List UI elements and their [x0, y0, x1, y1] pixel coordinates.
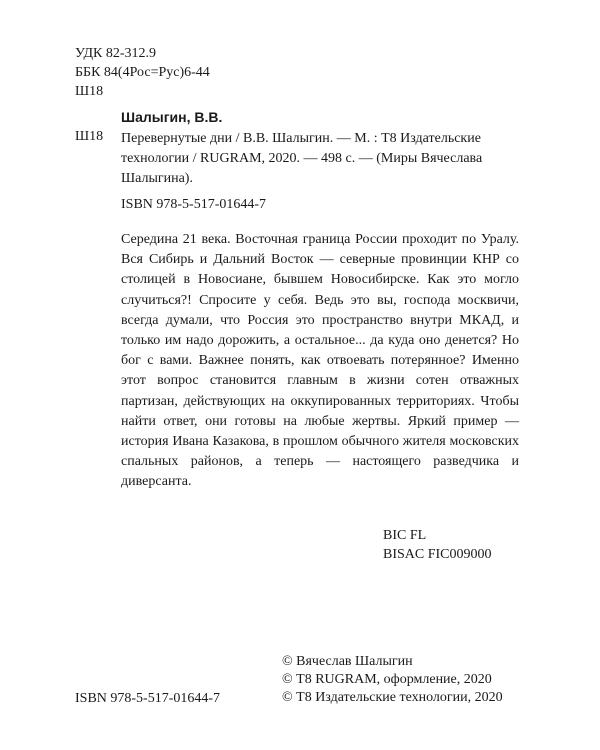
copyright-design: © Т8 RUGRAM, оформление, 2020 — [282, 672, 492, 687]
annotation: Середина 21 века. Восточная граница России проходит по Уралу. Вся Сибирь и Дальний Восток — северные провинции КНР со столицей в Новосиане, бывшем Новосибирске. Как это могло случиться?! Спросите у себя. Ведь это вы, господа москвичи, всегда думали, что Россия это пространство внутри МКАД, и только им надо дорожить, а остальное... да куда оно денется? Но бог с вами. Важнее понять, как отвоевать потерянное? Именно этот вопрос становится главным в жизни сотен отважных партизан, действующих на оккупированных территориях. Чтобы найти ответ, они готовы на любые жертвы. Яркий пример — история Ивана Казакова, в прошлом обычного жителя московских спальных районов, а теперь — настоящего разведчика и диверсанта. — [121, 232, 519, 490]
subject-codes — [383, 526, 492, 564]
copyright-block — [282, 653, 503, 707]
bibliographic-record: Перевернутые дни / В.В. Шалыгин. — М. : Т8 Издательские технологии / RUGRAM, 2020. — 498 с. — (Миры Вячеслава Шалыгина). — [121, 131, 483, 186]
bic-code: BIC FL — [383, 528, 427, 543]
bib-code: Ш18 — [75, 129, 104, 144]
udk-code: УДК 82-312.9 — [75, 46, 157, 61]
bisac-code: BISAC FIC009000 — [383, 547, 492, 562]
isbn-top: ISBN 978-5-517-01644-7 — [121, 197, 267, 212]
classification-block — [75, 44, 210, 101]
author-name: Шалыгин, В.В. — [121, 109, 223, 125]
bbk-code: ББК 84(4Рос=Рус)6-44 — [75, 65, 210, 80]
isbn-bottom: ISBN 978-5-517-01644-7 — [75, 691, 221, 706]
author-code: Ш18 — [75, 84, 104, 99]
copyright-author: © Вячеслав Шалыгин — [282, 654, 413, 669]
copyright-publisher: © Т8 Издательские технологии, 2020 — [282, 690, 503, 705]
